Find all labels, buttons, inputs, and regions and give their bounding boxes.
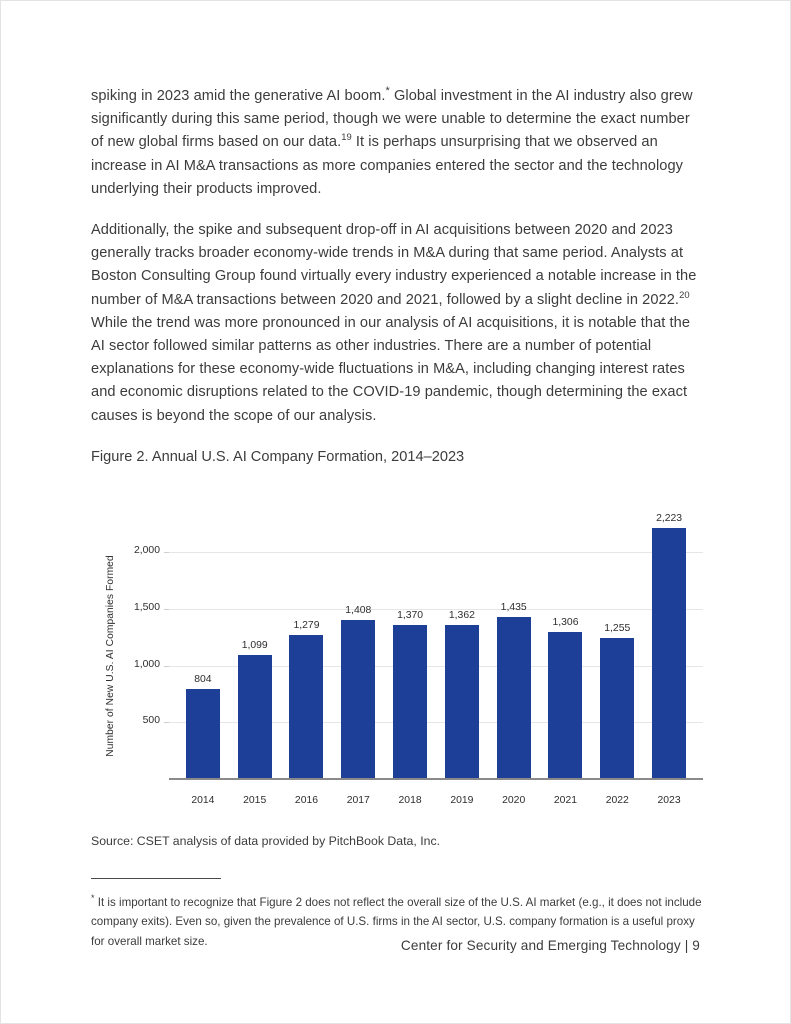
bar-slot (332, 508, 384, 780)
footnote-reference-asterisk: * (385, 85, 390, 98)
bar (289, 635, 323, 780)
bar-value-label: 1,362 (448, 610, 475, 622)
x-axis-tick-label: 2017 (346, 794, 370, 806)
bar (445, 625, 479, 779)
y-axis-title: Number of New U.S. AI Companies Formed (105, 555, 116, 757)
page-footer: Center for Security and Emerging Technology | 9 (400, 938, 700, 953)
bar-value-label: 1,408 (345, 605, 372, 617)
bar (186, 689, 220, 780)
bar-chart (91, 498, 703, 818)
bar (393, 625, 427, 780)
x-axis-tick-label: 2019 (450, 794, 474, 806)
bar-value-label: 2,223 (656, 512, 683, 524)
footnote-reference: 19 (341, 131, 352, 143)
figure-caption: Figure 2. Annual U.S. AI Company Formation, 2014–2023 (91, 448, 465, 465)
bar-value-label: 1,279 (293, 619, 320, 631)
x-axis-tick-labels (169, 795, 703, 806)
bar-value-label: 1,306 (552, 616, 579, 628)
body-paragraph-2: Additionally, the spike and subsequent drop-off in AI acquisitions between 2020 and 2023 generally tracks broader economy-wide trends in M&A during that same period. Analysts at Boston Consulting Group found virtually every industry experienced a notable increase in the number of M&A transactions between 2020 and 2021, followed by a slight decline in 2022.20 While the trend was more pronounced in our analysis of AI acquisitions, it is notable that the AI sector followed similar patterns as other industries. There are a number of potential explanations for these economy-wide fluctuations in M&A, including changing interest rates and economic disruptions related to the COVID-19 pandemic, though determining the exact causes is beyond the scope of our analysis. (91, 222, 697, 424)
bar-value-label: 804 (194, 673, 212, 685)
bar (341, 620, 375, 780)
bar-slot (281, 508, 333, 780)
x-axis-tick-label: 2015 (243, 794, 267, 806)
x-axis-tick-label: 2023 (657, 794, 681, 806)
bar-slot (488, 508, 540, 780)
bar-slot (229, 508, 281, 780)
body-paragraph-1: spiking in 2023 amid the generative AI boom.* Global investment in the AI industry also grew significantly during this same period, though we were unable to determine the exact number of new global firms based on our data.$^{19}$ It is perhaps unsurprising that we observed an increase in AI M&A transactions as more companies entered the sector and the technology underlying their products improved. (91, 85, 693, 197)
x-axis-tick-label: 2016 (294, 794, 319, 806)
y-axis-tick-label: 500 (142, 715, 160, 727)
footnote-reference: 20 (679, 288, 690, 300)
bar-value-label: 1,255 (604, 622, 631, 634)
bar-slot (177, 508, 229, 780)
y-axis-tick-label: 1,000 (133, 658, 160, 670)
bar-slot (591, 508, 643, 780)
bar-slot (384, 508, 436, 780)
bar-slot (643, 508, 695, 780)
chart-bars (169, 508, 703, 780)
x-axis-tick-label: 2022 (605, 794, 629, 806)
bar-value-label: 1,370 (397, 609, 424, 621)
footnote-text: * It is important to recognize that Figure 2 does not reflect the overall size of the U.S. AI market (e.g., it does not include company exits). Even so, given the prevalence of U.S. firms in the AI sector, U.S. company formation is a useful proxy for overall market size. (91, 892, 702, 948)
x-axis-tick-label: 2018 (398, 794, 422, 806)
y-axis-tick-label: 2,000 (133, 545, 160, 557)
bar-value-label: 1,099 (241, 640, 268, 652)
chart-baseline-axis (169, 778, 703, 779)
page-content (91, 85, 703, 951)
bar-slot (436, 508, 488, 780)
bar (600, 638, 634, 780)
source-note: Source: CSET analysis of data provided by PitchBook Data, Inc. (91, 833, 441, 848)
bar-slot (540, 508, 592, 780)
bar (238, 655, 272, 780)
bar (652, 528, 686, 780)
footnote-separator-rule (91, 878, 221, 879)
y-axis-tick-label: 1,500 (133, 601, 160, 613)
bar-value-label: 1,435 (500, 602, 527, 614)
footnote-marker: * (91, 892, 95, 903)
x-axis-tick-label: 2020 (502, 794, 526, 806)
x-axis-tick-label: 2021 (553, 794, 578, 806)
chart-plot-area (133, 508, 703, 780)
figure-2-block (91, 446, 703, 850)
x-axis-tick-label: 2014 (191, 794, 215, 806)
bar (548, 632, 582, 780)
bar (497, 617, 531, 780)
